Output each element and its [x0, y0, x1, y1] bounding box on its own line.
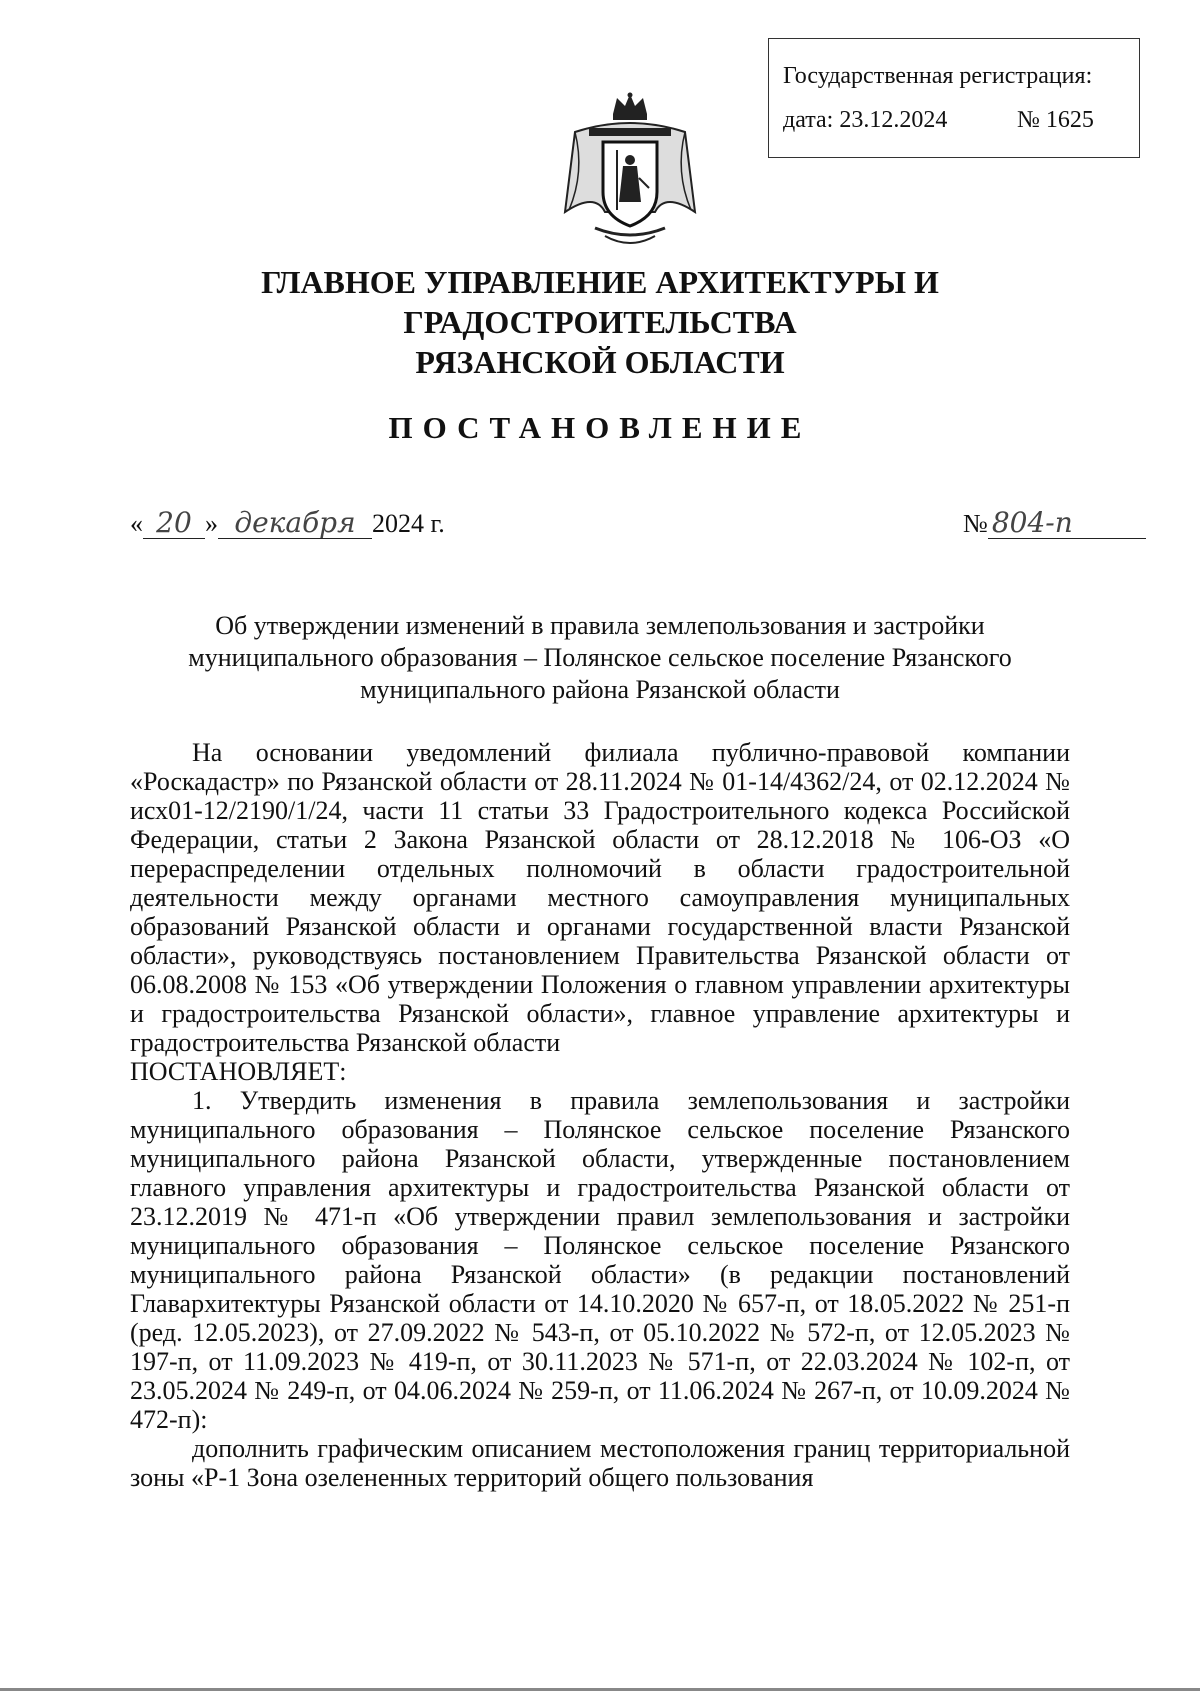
registration-number: № 1625	[1017, 107, 1094, 133]
document-date	[130, 508, 445, 539]
quote-open: «	[130, 509, 143, 538]
subject-line3: муниципального района Рязанской области	[360, 675, 840, 704]
subject-line1: Об утверждении изменений в правила землепользования и застройки	[215, 611, 985, 640]
paragraph-resolves: ПОСТАНОВЛЯЕТ:	[130, 1057, 347, 1086]
paragraph-basis: На основании уведомлений филиала публично-правовой компании «Роскадастр» по Рязанской области от 28.11.2024 № 01-14/4362/24, от 02.12.2024 № исх01-12/2190/1/24, части 11 статьи 33 Градостроительного кодекса Российской Федерации, статьи 2 Закона Рязанской области от 28.12.2018 № 106-ОЗ «О перераспределении отдельных полномочий в области градостроительной деятельности между органами местного самоуправления муниципальных образований Рязанской области и органами государственной власти Рязанской области», руководствуясь постановлением Правительства Рязанской области от 06.08.2008 № 153 «Об утверждении Положения о главном управлении архитектуры и градостроительства Рязанской области», главное управление архитектуры и градостроительства Рязанской области	[130, 738, 1070, 1057]
quote-close: »	[205, 509, 218, 538]
registration-details	[783, 105, 1125, 135]
number-value: 804-п	[988, 508, 1146, 539]
document-type: ПОСТАНОВЛЕНИЕ	[388, 410, 812, 445]
paragraph-item-1: 1. Утвердить изменения в правила землепользования и застройки муниципального образования – Полянское сельское поселение Рязанского муниципального района Рязанской области, утвержденные постановлением главного управления архитектуры и градостроительства Рязанской области от 23.12.2019 № 471-п «Об утверждении правил землепользования и застройки муниципального образования – Полянское сельское поселение Рязанского муниципального района Рязанской области» (в редакции постановлений Главархитектуры Рязанской области от 14.10.2020 № 657-п, от 18.05.2022 № 251-п (ред. 12.05.2023), от 27.09.2022 № 543-п, от 05.10.2022 № 572-п, от 12.05.2023 № 197-п, от 11.09.2023 № 419-п, от 30.11.2023 № 571-п, от 22.03.2024 № 102-п, от 23.05.2024 № 249-п, от 04.06.2024 № 259-п, от 11.06.2024 № 267-п, от 10.09.2024 № 472-п):	[130, 1086, 1070, 1434]
document-subject	[130, 610, 1070, 706]
number-label: №	[963, 509, 988, 538]
organization-title-line2: РЯЗАНСКОЙ ОБЛАСТИ	[415, 344, 785, 380]
registration-date: дата: 23.12.2024	[783, 107, 948, 133]
date-day: 20	[143, 508, 205, 539]
paragraph-supplement: дополнить графическим описанием местоположения границ территориальной зоны «Р-1 Зона озелененных территорий общего пользования	[130, 1434, 1070, 1492]
ryazan-coat-of-arms-icon	[555, 92, 705, 252]
subject-line2: муниципального образования – Полянское сельское поселение Рязанского	[188, 643, 1012, 672]
date-month: декабря	[218, 508, 372, 539]
organization-title	[80, 262, 1120, 382]
date-year: 2024 г.	[372, 509, 445, 538]
page-bottom-edge	[0, 1688, 1200, 1691]
registration-title: Государственная регистрация:	[783, 63, 1093, 89]
document-body	[130, 738, 1070, 1492]
organization-title-line1: ГЛАВНОЕ УПРАВЛЕНИЕ АРХИТЕКТУРЫ И ГРАДОСТРОИТЕЛЬСТВА	[261, 264, 939, 340]
document-number	[963, 508, 1146, 539]
registration-stamp	[768, 38, 1140, 158]
